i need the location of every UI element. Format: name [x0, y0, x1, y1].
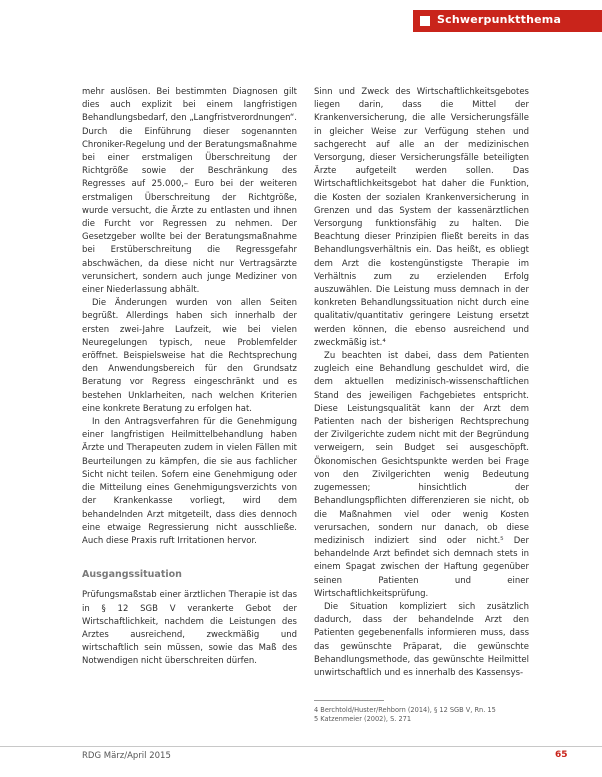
- left-paragraph: Die Änderungen wurden von allen Seiten begrüßt. Allerdings haben sich innerhalb der ersten zwei-Jahre Laufzeit, wie bei vielen Neuregelungen typisch, neue Problemfelder eröffnet. Beispielsweise hat die Rechtsprechung den Anwendungsbereich für den Grundsatz Beratung vor Regress eingeschränkt und es bestehen Unklarheiten, nach welchen Kriterien eine konkrete Beratung zu erfolgen hat.: [82, 298, 297, 414]
- footnotes: [314, 706, 529, 724]
- footnote-divider: [314, 700, 384, 701]
- footer-divider: [0, 746, 602, 747]
- footer-issue: RDG März/April 2015: [82, 751, 171, 761]
- right-paragraph: Die Situation kompliziert sich zusätzlich dadurch, dass der behandelnde Arzt den Patienten gegebenenfalls informieren muss, dass das gewünschte Präparat, die gewünschte Behandlungsmethode, das gewünschte Heilmittel unwirtschaftlich und es innerhalb des Kassensys-: [314, 601, 529, 678]
- header-square-icon: [420, 16, 430, 26]
- footnote: 5 Katzenmeier (2002), S. 271: [314, 715, 412, 723]
- left-paragraph: Prüfungsmaßstab einer ärztlichen Therapie ist das in § 12 SGB V verankerte Gebot der Wirtschaftlichkeit, nachdem die Leistungen des Arztes ausreichend, zweckmäßig und wirtschaftlich sein müssen, sowie das Maß des Notwendigen nicht überschreiten dürfen.: [82, 590, 297, 667]
- section-header-band: [413, 10, 602, 32]
- section-heading: Ausgangssituation: [82, 569, 182, 581]
- left-paragraph: In den Antragsverfahren für die Genehmigung einer langfristigen Heilmittelbehandlung haben Ärzte und Therapeuten zudem in vielen Fällen mit Beurteilungen zu kämpfen, die sie aus fachlicher Sicht nicht teilen. Sofern eine Genehmigung oder die Mitteilung eines Genehmigungsverzichts von der Krankenkasse vorliegt, wird dem behandelnden Arzt mitgeteilt, dass dies dennoch eine etwaige Regressierung nicht ausschließe. Auch diese Praxis ruft Irritationen hervor.: [82, 417, 297, 546]
- right-column: [314, 86, 529, 680]
- right-paragraph: Sinn und Zweck des Wirtschaftlichkeitsgebotes liegen darin, dass die Mittel der Krankenversicherung, die alle Versicherungsfälle in gleicher Weise zur Verfügung stehen und sachgerecht auf alle an der medizinischen Versorgung, dieser Versicherungsfälle beteiligten Ärzte aufgeteilt werden sollen. Das Wirtschaftlichkeitsgebot hat daher die Funktion, die Kosten der sozialen Krankenversicherung in Grenzen und das System der kassenärztlichen Versorgung funktionsfähig zu halten. Die Beachtung dieser Prinzipien fließt bereits in das Behandlungsverhältnis ein. Das heißt, es obliegt dem Arzt die kostengünstigste Therapie im Verhältnis zum zu erzielenden Erfolg auszuwählen. Die Leistung muss demnach in der konkreten Behandlungssituation nicht durch eine qualitativ/quantitativ geringere Leistung ersetzt werden können, die ebenso ausreichend und zweckmäßig ist.⁴: [314, 87, 529, 348]
- right-paragraph: Zu beachten ist dabei, dass dem Patienten zugleich eine Behandlung geschuldet wird, die dem aktuellen medizinisch-wissenschaftlichen Stand des jeweiligen Fachgebietes entspricht. Diese Leistungsqualität kann der Arzt dem Patienten nach der bisherigen Rechtsprechung der Zivilgerichte zudem nicht mit der Begründung verweigern, sein Budget sei ausgeschöpft. Ökonomischen Gesichtspunkte werden bei Frage von den Zivilgerichten wenig Bedeutung zugemessen; hinsichtlich der Behandlungspflichten differenzieren sie nicht, ob die Maßnahmen viel oder wenig Kosten verursachen, sondern nur danach, ob diese medizinisch indiziert sind oder nicht.⁵ Der behandelnde Arzt befindet sich demnach stets in einem Spagat zwischen der Haftung gegenüber seinen Patienten und einer Wirtschaftlichkeitsprüfung.: [314, 351, 529, 599]
- page-number: 65: [555, 750, 568, 760]
- section-header-label: Schwerpunktthema: [437, 13, 562, 26]
- footnote: 4 Berchtold/Huster/Rehborn (2014), § 12 SGB V, Rn. 15: [314, 706, 496, 714]
- left-column: [82, 86, 297, 669]
- left-paragraph: mehr auslösen. Bei bestimmten Diagnosen gilt dies auch explizit bei einem langfristigen Behandlungsbedarf, den „Langfristverordnungen“. Durch die Einführung dieser sogenannten Chroniker-Regelung und der Beratungsmaßnahme bei einer erstmaligen Überschreitung der Richtgröße sowie der Beschränkung des Regresses auf 25.000,– Euro bei der weiteren erstmaligen Überschreitung der Richtgröße, wurde versucht, die Ärzte zu entlasten und ihnen die Furcht vor Regressen zu nehmen. Der Gesetzgeber wollte bei der Beratungsmaßnahme bei Erstüberschreitung die Regressgefahr abschwächen, da diese nicht nur Vertragsärzte verunsichert, sondern auch junge Mediziner von einer Niederlassung abhält.: [82, 87, 297, 296]
